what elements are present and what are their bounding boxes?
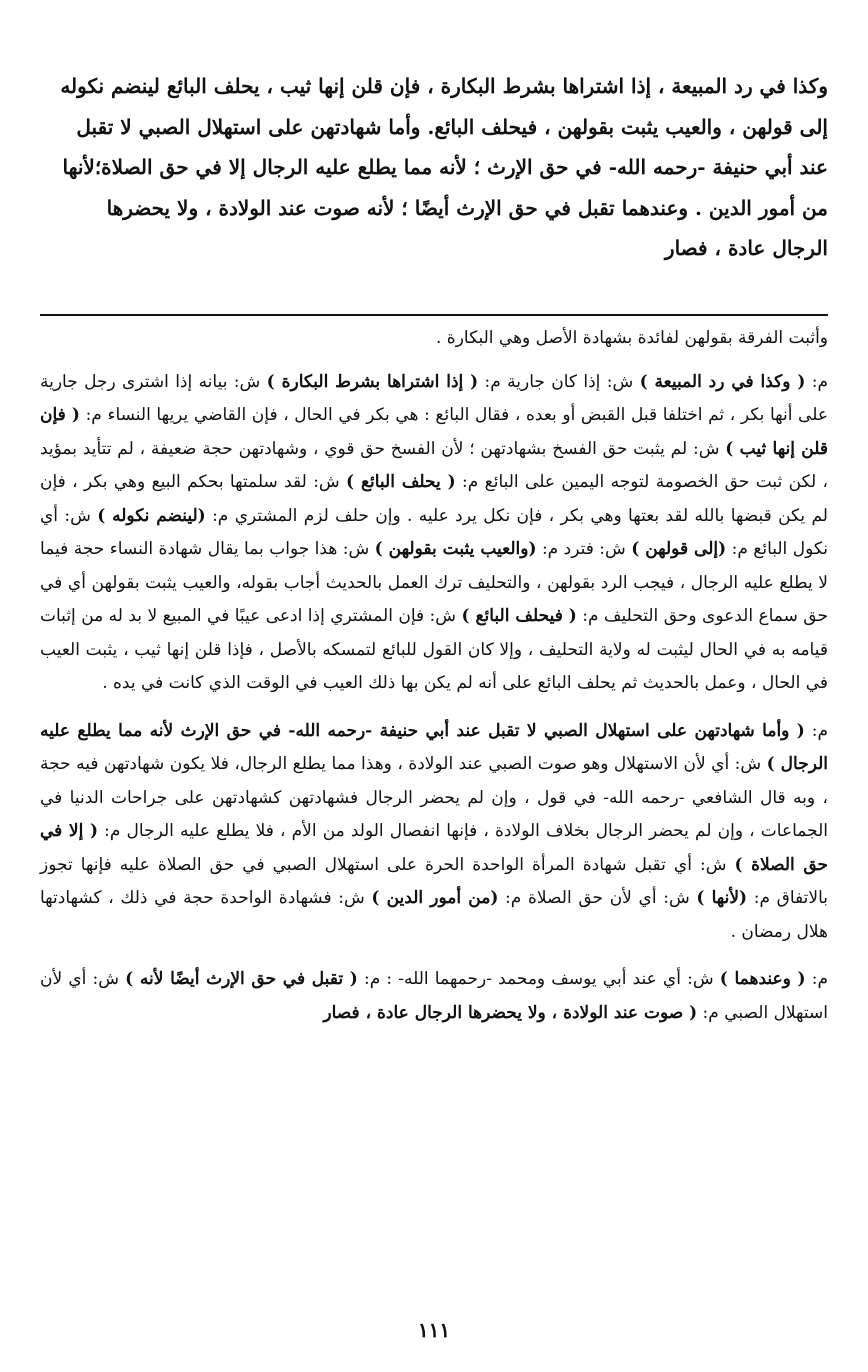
sharh-text: ش: فترد م: (536, 539, 632, 559)
sharh-text: ش: أي لأن الاستهلال وهو صوت الصبي عند الولادة ، وهذا مما يطلع الرجال، فلا يكون شهادتهن فيه حجة ، وبه قال الشافعي -رحمه الله- في قول ، وإن لم يحضر الرجال فشهادتهن كشهادتهن على جراحات الدنيا في الجماعات ، وإن لم يحضر الرجال بخلاف الولادة ، فإنها انفصال الولد من الأم ، فلا يطلع عليه الرجال م: (40, 754, 828, 841)
matn-quote: (من أمور الدين ) (371, 888, 499, 908)
commentary-paragraph (40, 715, 828, 950)
main-text-last-line: الرجال عادة ، فصار (664, 236, 828, 260)
matn-quote: (لأنها ) (696, 888, 748, 908)
sharh-text: م: (805, 371, 828, 392)
sharh-text: م: (805, 969, 828, 989)
sharh-text: ش: لم يثبت حق الفسخ بشهادتهن ؛ لأن الفسخ حق قوي ، وشهادتهن حجة ضعيفة ، لم تتأيد بمؤيد ، لكن ثبت حق الخصومة لتوجه اليمين على البائع م: (40, 438, 829, 492)
sharh-text: ش: إذا كان جارية م: (478, 371, 640, 392)
matn-quote: (لينضم نكوله ) (97, 505, 206, 526)
sharh-text: ش: فإن المشتري إذا ادعى عيبًا في المبيع لا بد له من إثبات قيامه به في الحال ليثبت له ولاية التحليف ، وإلا كان القول للبائع لتمسكه بالأصل ، فإذا قلن إنها ثيب ، يثبت العيب في الحال ، وعمل بالحديث ثم يحلف البائع على أنه لم يكن بها ذلك العيب في الوقت الذي كانت في يده . (40, 606, 828, 693)
main-text-block (40, 66, 828, 269)
sharh-text: ش: أي لأن حق الصلاة م: (498, 888, 697, 908)
main-text-line: إلى قولهن ، والعيب يثبت بقولهن ، فيحلف البائع. وأما شهادتهن على استهلال الصبي لا تقبل (76, 114, 828, 139)
matn-quote: ( يحلف البائع ) (346, 472, 456, 492)
commentary-paragraph: وأثبت الفرقة بقولهن لفائدة بشهادة الأصل وهي البكارة . (435, 328, 828, 348)
commentary-paragraph (40, 366, 828, 701)
separator-rule (40, 314, 828, 316)
matn-quote: ( صوت عند الولادة ، ولا يحضرها الرجال عادة ، فصار (323, 1002, 698, 1023)
matn-quote: ( وعندهما ) (719, 969, 806, 989)
matn-quote: ( إلا في حق الصلاة ) (40, 821, 829, 875)
sharh-text: ش: فشهادة الواحدة حجة في ذلك ، كشهادتها هلال رمضان . (40, 888, 828, 942)
matn-quote: (والعيب يثبت بقولهن ) (374, 539, 537, 559)
sharh-text: ش: بيانه إذا اشترى رجل جارية على أنها بكر ، ثم اختلفا قبل القبض أو بعده ، فقال البائع : هي بكر في الحال ، فإن القاضي يريها النساء م: (40, 371, 828, 425)
main-text-line: من أمور الدين . وعندهما تقبل في حق الإرث أيضًا ؛ لأنه صوت عند الولادة ، ولا يحضرها (106, 195, 828, 220)
page-number: ١١١ (417, 1318, 451, 1342)
sharh-text: ش: أي تقبل شهادة المرأة الواحدة الحرة على استهلال الصبي في حق الصلاة عليه فإنها تجوز بالاتفاق م: (40, 854, 828, 908)
matn-quote: ( فيحلف البائع ) (461, 606, 577, 626)
sharh-text: م: (804, 720, 828, 741)
matn-quote: ( تقبل في حق الإرث أيضًا لأنه ) (125, 969, 358, 989)
sharh-text: ش: أي لأن استهلال الصبي م: (40, 969, 828, 1023)
sharh-text: ش: هذا جواب بما يقال شهادة النساء حجة فيما لا يطلع عليه الرجال ، فيجب الرد بقولهن ، والتحليف ترك العمل بالحديث أجاب بقوله، والعيب يثبت بقولهن أي في حق سماع الدعوى وحق التحليف م: (40, 539, 828, 626)
matn-quote: ( وكذا في رد المبيعة ) (639, 371, 806, 392)
main-text-line: عند أبي حنيفة -رحمه الله- في حق الإرث ؛ لأنه مما يطلع عليه الرجال إلا في حق الصلاة؛لأنها (62, 155, 828, 179)
commentary-paragraph (40, 963, 828, 1030)
matn-quote: ( وأما شهادتهن على استهلال الصبي لا تقبل عند أبي حنيفة -رحمه الله- في حق الإرث لأنه مما يطلع عليه الرجال ) (40, 720, 828, 774)
sharh-text: ش: أي نكول البائع م: (40, 505, 828, 559)
matn-quote: ( إذا اشتراها بشرط البكارة ) (266, 371, 479, 392)
sharh-text: ش: أي عند أبي يوسف ومحمد -رحمهما الله- : م: (357, 969, 720, 989)
matn-quote: (إلى قولهن ) (631, 539, 727, 559)
matn-quote: ( فإن قلن إنها ثيب ) (40, 405, 828, 459)
commentary-block (40, 322, 828, 1044)
main-text-line: وكذا في رد المبيعة ، إذا اشتراها بشرط البكارة ، فإن قلن إنها ثيب ، يحلف البائع لينضم نكوله (60, 74, 828, 98)
sharh-text: ش: لقد سلمتها بحكم البيع وهي بكر ، فإن لم يكن قبضها بالله لقد بعتها وهي بكر ، فإن نكل يرد عليه . وإن حلف لزم المشتري م: (40, 472, 828, 526)
